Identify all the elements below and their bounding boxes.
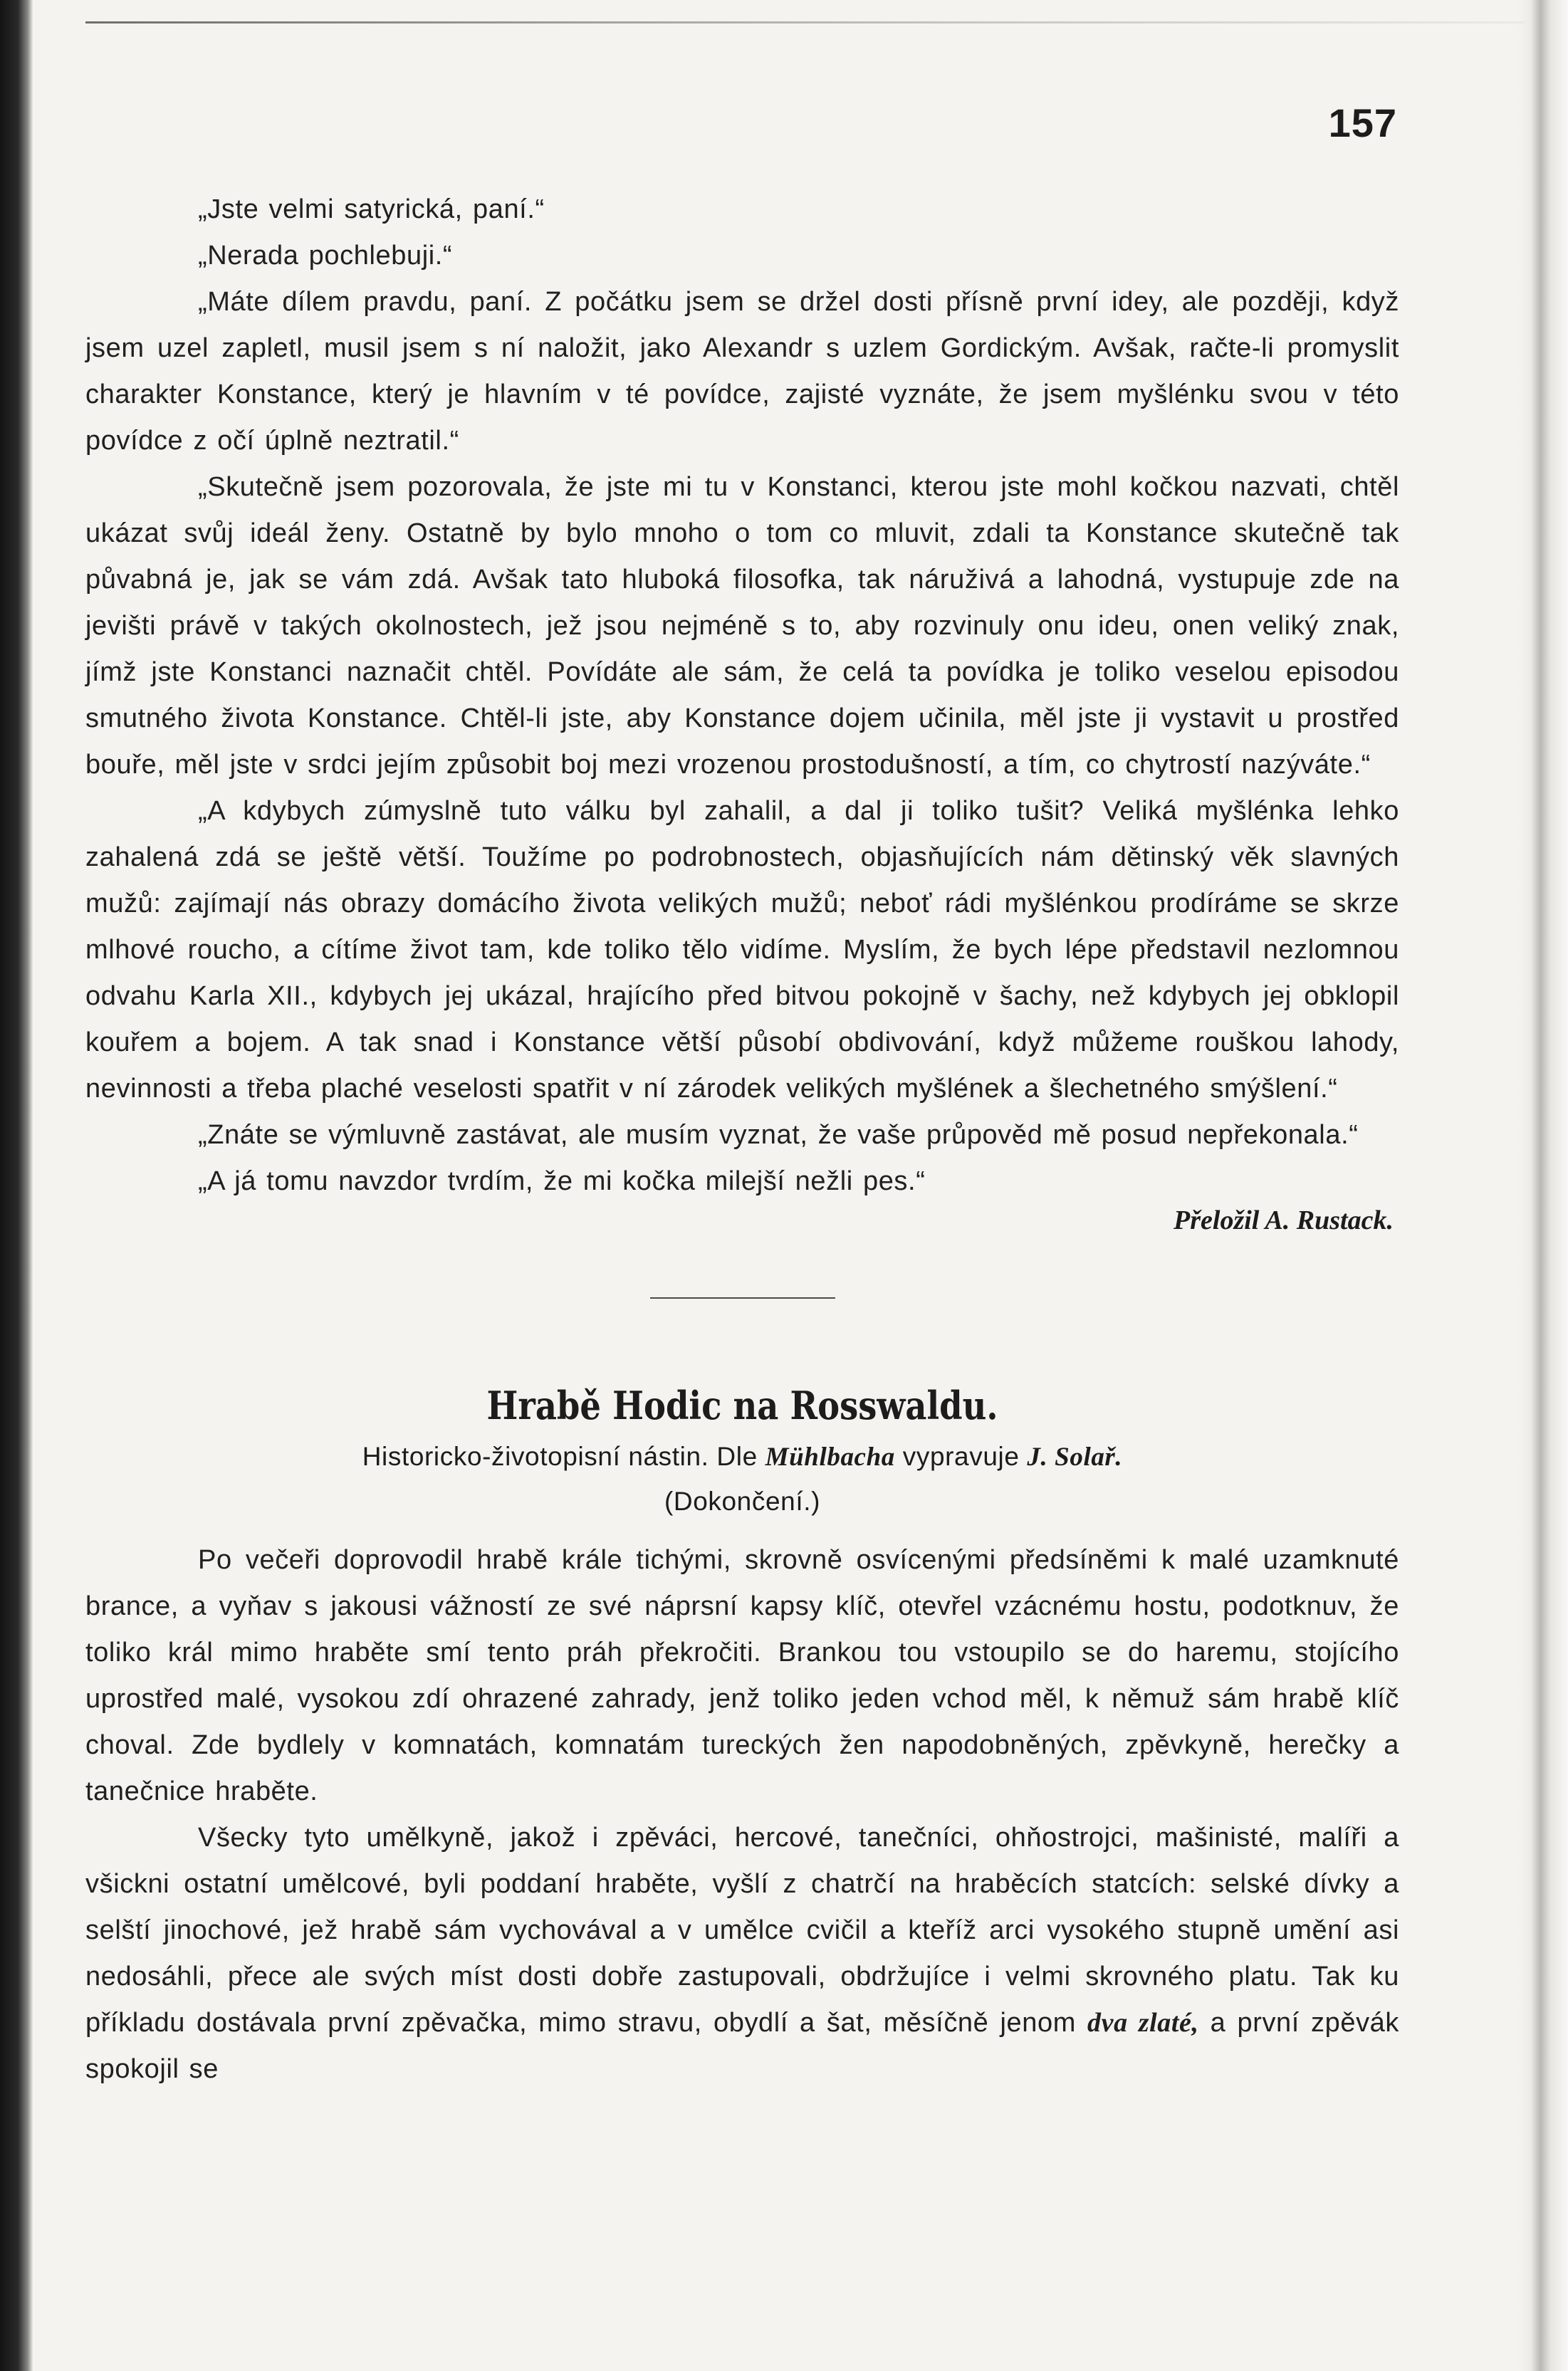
dialogue-line: „A já tomu navzdor tvrdím, že mi kočka milejší nežli pes.“ bbox=[198, 1166, 926, 1196]
paragraph-text: Všecky tyto umělkyně, jakož i zpěváci, hercové, tanečníci, ohňostrojci, mašinisté, malíři a všickni ostatní umělcové, byli poddaní hraběte, vyšlí z chatrčí na hraběcích statcích: selské dívky a selští jinochové, jež hrabě sám vychovával a v umělce cvičil a kteříž arci vysokého stupně umění asi nedosáhli, přece ale svých míst dosti dobře zastupovali, obdržujíce i velmi skrovného platu. Tak ku příkladu dostávala první zpěvačka, mimo stravu, obydlí a šat, měsíčně jenom bbox=[85, 1823, 1399, 2038]
dialogue-paragraph: „Máte dílem pravdu, paní. Z počátku jsem se držel dosti přísně první idey, ale později, když jsem uzel zapletl, musil jsem s ní naložit, jako Alexandr s uzlem Gordickým. Avšak, račte-li promyslit charakter Konstance, který je hlavním v té povídce, zajisté vyznáte, že jsem myšlénku svou v této povídce z očí úplně neztratil.“ bbox=[85, 287, 1399, 456]
subtitle-text: vypravuje bbox=[894, 1442, 1028, 1471]
subtitle-author: J. Solař. bbox=[1027, 1443, 1123, 1472]
dialogue-line: „Jste velmi satyrická, paní.“ bbox=[198, 194, 545, 224]
dialogue-paragraph: „Znáte se výmluvně zastávat, ale musím vyznat, že vaše průpověd mě posud nepřekonala.“ bbox=[198, 1120, 1359, 1150]
subtitle-text: Historicko-životopisní nástin. Dle bbox=[362, 1442, 765, 1471]
page-number: 157 bbox=[1328, 100, 1397, 145]
article-title: Hrabě Hodic na Rosswaldu. bbox=[486, 1383, 998, 1428]
scan-page-edge-right bbox=[1518, 0, 1568, 2371]
scan-binding-edge bbox=[0, 0, 33, 2371]
scan-top-edge bbox=[85, 21, 1525, 23]
continuation-note: (Dokončení.) bbox=[664, 1487, 820, 1516]
translator-signature: Přeložil A. Rustack. bbox=[1174, 1205, 1394, 1235]
paragraph-text: a první zpěvák spokojil se bbox=[85, 2008, 1400, 2084]
article-subtitle bbox=[85, 1438, 1399, 1476]
paragraph-emphasis: dva zlaté, bbox=[1087, 2008, 1199, 2038]
subtitle-source: Mühlbacha bbox=[765, 1443, 895, 1472]
dialogue-line: „Nerada pochlebuji.“ bbox=[198, 241, 453, 271]
dialogue-paragraph: „A kdybych zúmyslně tuto válku byl zahalil, a dal ji toliko tušit? Veliká myšlénka lehko zahalená zdá se ještě větší. Toužíme po podrobnostech, objasňujících nám dětinský věk slavných mužů: zajímají nás obrazy domácího života velikých mužů; neboť rádi myšlénkou prodíráme se skrze mlhové roucho, a cítíme život tam, kde toliko tělo vidíme. Myslím, že bych lépe představil nezlomnou odvahu Karla XII., kdybych jej ukázal, hrajícího před bitvou pokojně v šachy, než kdybych jej obklopil kouřem a bojem. A tak snad i Konstance větší působí obdivování, když můžeme rouškou lahody, nevinnosti a třeba plaché veselosti spatřit v ní zárodek velikých myšlének a šlechetného smýšlení.“ bbox=[85, 796, 1399, 1104]
section-separator bbox=[650, 1297, 835, 1299]
dialogue-paragraph: „Skutečně jsem pozorovala, že jste mi tu v Konstanci, kterou jste mohl kočkou nazvati, chtěl ukázat svůj ideál ženy. Ostatně by bylo mnoho o tom co mluvit, zdali ta Konstance skutečně tak půvabná je, jak se vám zdá. Avšak tato hluboká filosofka, tak náruživá a lahodná, vystupuje zde na jevišti právě v takých okolnostech, jež jsou nejméně s to, aby rozvinuly onu ideu, onen veliký znak, jímž jste Konstanci naznačit chtěl. Povídáte ale sám, že celá ta povídka je toliko veselou episodou smutného života Konstance. Chtěl-li jste, aby Konstance dojem učinila, měl jste ji vystavit u prostřed bouře, měl jste v srdci jejím způsobit boj mezi vrozenou prostodušností, a tím, co chytrostí nazýváte.“ bbox=[85, 472, 1399, 780]
article-paragraph bbox=[85, 1815, 1399, 2093]
article-paragraph: Po večeři doprovodil hrabě krále tichými, skrovně osvícenými předsíněmi k malé uzamknuté brance, a vyňav s jakousi vážností ze své náprsní kapsy klíč, otevřel vzácnému hostu, podotknuv, že toliko král mimo hraběte smí tento práh překročiti. Brankou tou vstoupilo se do haremu, stojícího uprostřed malé, vysokou zdí ohrazené zahrady, jenž toliko jeden vchod měl, k němuž sám hrabě klíč choval. Zde bydlely v komnatách, komnatám tureckých žen napodobněných, zpěvkyně, herečky a tanečnice hraběte. bbox=[85, 1545, 1399, 1806]
page-content bbox=[85, 187, 1399, 2093]
